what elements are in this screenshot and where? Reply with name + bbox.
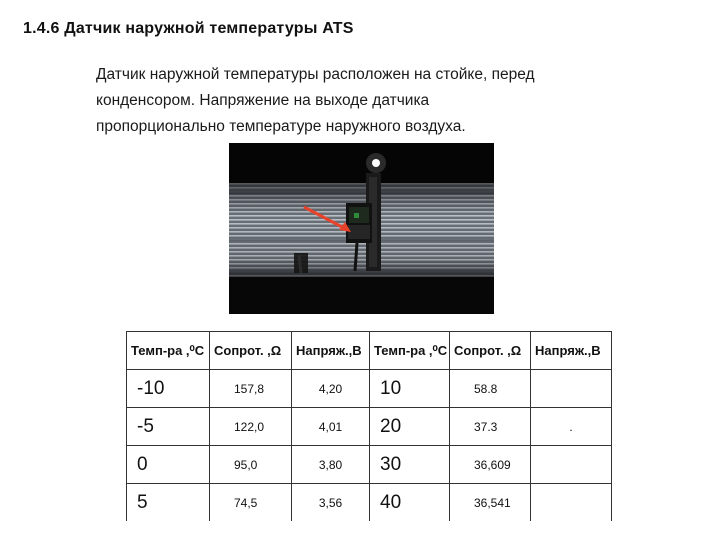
paragraph-line: конденсором. Напряжение на выходе датчика	[96, 92, 430, 109]
cell-resistance: 95,0	[210, 446, 292, 484]
header-resistance: Сопрот. ,Ω	[210, 332, 292, 370]
cell-temp: 0	[127, 446, 210, 484]
table-row	[127, 484, 612, 522]
cell-voltage	[531, 370, 612, 408]
cell-temp: -5	[127, 408, 210, 446]
description-paragraph	[96, 62, 656, 140]
cell-voltage	[531, 446, 612, 484]
cell-voltage: 3,80	[292, 446, 370, 484]
cell-voltage: .	[531, 408, 612, 446]
cell-voltage: 4,01	[292, 408, 370, 446]
cell-temp: 40	[370, 484, 450, 522]
paragraph-line: пропорционально температуре наружного воздуха.	[96, 118, 466, 135]
cell-resistance: 157,8	[210, 370, 292, 408]
cell-voltage: 3,56	[292, 484, 370, 522]
header-resistance: Сопрот. ,Ω	[450, 332, 531, 370]
cell-resistance: 36,541	[450, 484, 531, 522]
cell-resistance: 122,0	[210, 408, 292, 446]
cell-temp: 30	[370, 446, 450, 484]
cell-resistance: 36,609	[450, 446, 531, 484]
sensor-photo	[229, 143, 494, 314]
sensor-characteristics-table	[126, 331, 612, 521]
cell-temp: -10	[127, 370, 210, 408]
cell-voltage	[531, 484, 612, 522]
cell-temp: 10	[370, 370, 450, 408]
header-voltage: Напряж.,В	[531, 332, 612, 370]
table-header-row	[127, 332, 612, 370]
cell-resistance: 74,5	[210, 484, 292, 522]
table-row	[127, 408, 612, 446]
cell-resistance: 58.8	[450, 370, 531, 408]
header-temp: Темп-ра ,⁰С	[127, 332, 210, 370]
paragraph-line: Датчик наружной температуры расположен на стойке, перед	[96, 66, 535, 83]
table-row	[127, 370, 612, 408]
table-row	[127, 446, 612, 484]
cell-resistance: 37.3	[450, 408, 531, 446]
header-temp: Темп-ра ,⁰С	[370, 332, 450, 370]
cell-temp: 5	[127, 484, 210, 522]
cell-voltage: 4,20	[292, 370, 370, 408]
cell-temp: 20	[370, 408, 450, 446]
section-heading: 1.4.6 Датчик наружной температуры ATS	[23, 20, 354, 37]
header-voltage: Напряж.,В	[292, 332, 370, 370]
